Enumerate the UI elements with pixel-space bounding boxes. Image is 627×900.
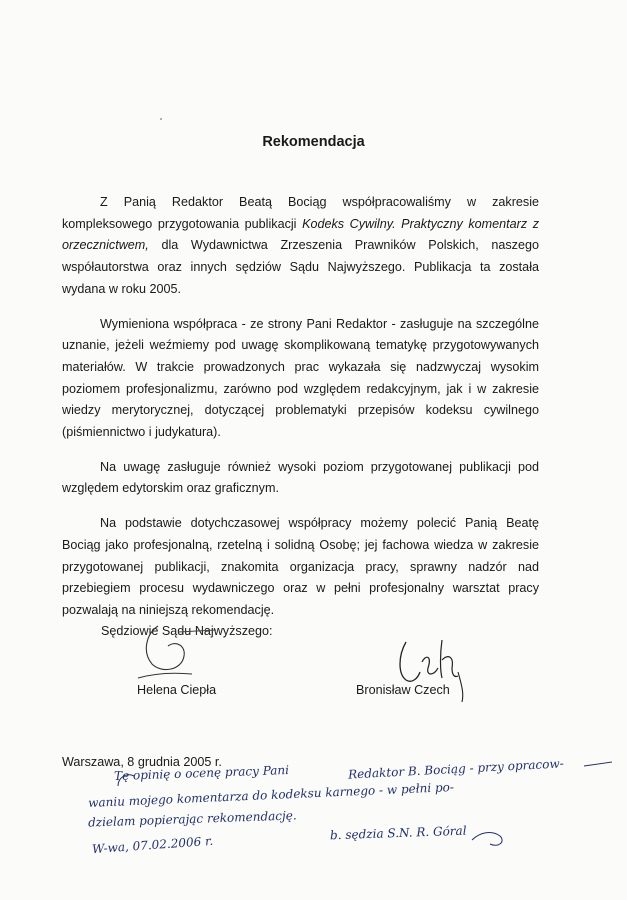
handwritten-line-1: Tę opinię o ocenę pracy Pani [113, 762, 290, 784]
handwritten-line-3: dzielam popierając rekomendację. [87, 808, 297, 830]
paragraph-3: Na uwagę zasługuje również wysoki poziom przygotowanej publikacji pod względem edytorskim oraz graficznym. [62, 459, 539, 496]
handwritten-signature: b. sędzia S.N. R. Góral [329, 823, 467, 843]
paragraph-1-text-b: dla Wydawnictwa Zrzeszenia Prawników Polskich, naszego współautorstwa oraz innych sędziów Sądu Najwyższego. Publikacja ta została wydana w roku 2005. [62, 238, 539, 296]
signatories-intro: Sędziowie Sądu Najwyższego: [101, 624, 273, 638]
handwritten-date: W-wa, 07.02.2006 r. [91, 833, 214, 857]
document-title: Rekomendacja [262, 134, 365, 150]
signer-name-2: Bronisław Czech [356, 683, 450, 697]
handwritten-line-2: waniu mojego komentarza do kodeksu karnego - w pełni po- [87, 780, 455, 810]
paragraph-4: Na podstawie dotychczasowej współpracy możemy polecić Panią Beatę Bociąg jako profesjonalną, rzetelną i solidną Osobę; jej fachowa wiedza w zakresie przygotowanej publikacji, znakomita organizacja pracy, sprawny nadzór nad przebiegiem procesu wydawniczego oraz w pełni profesjonalny warsztat pracy pozwalają na niniejszą rekomendację. [62, 516, 539, 617]
publication-title: Kodeks Cywilny. Praktyczny komentarz z orzecznictwem, [62, 216, 540, 253]
paragraph-1-text-a: Z Panią Redaktor Beatą Bociąg współpracowaliśmy w zakresie kompleksowego przygotowania publikacji [62, 195, 539, 231]
handwritten-line-1b: Redaktor B. Bociąg - przy opracow- [347, 756, 565, 782]
signer-name-1: Helena Ciepła [137, 683, 217, 697]
paragraph-2: Wymieniona współpraca - ze strony Pani Redaktor - zasługuje na szczególne uznanie, jeżeli weźmiemy pod uwagę skomplikowaną tematykę przygotowywanych materiałów. W trakcie prowadzonych prac wykazała się nadzwyczaj wysokim poziomem profesjonalizmu, zarówno pod względem redakcyjnym, jak i w zakresie wiedzy merytorycznej, dotyczącej problematyki przepisów kodeksu cywilnego (piśmiennictwo i judykatura). [62, 316, 539, 440]
place-date: Warszawa, 8 grudnia 2005 r. [62, 755, 222, 769]
